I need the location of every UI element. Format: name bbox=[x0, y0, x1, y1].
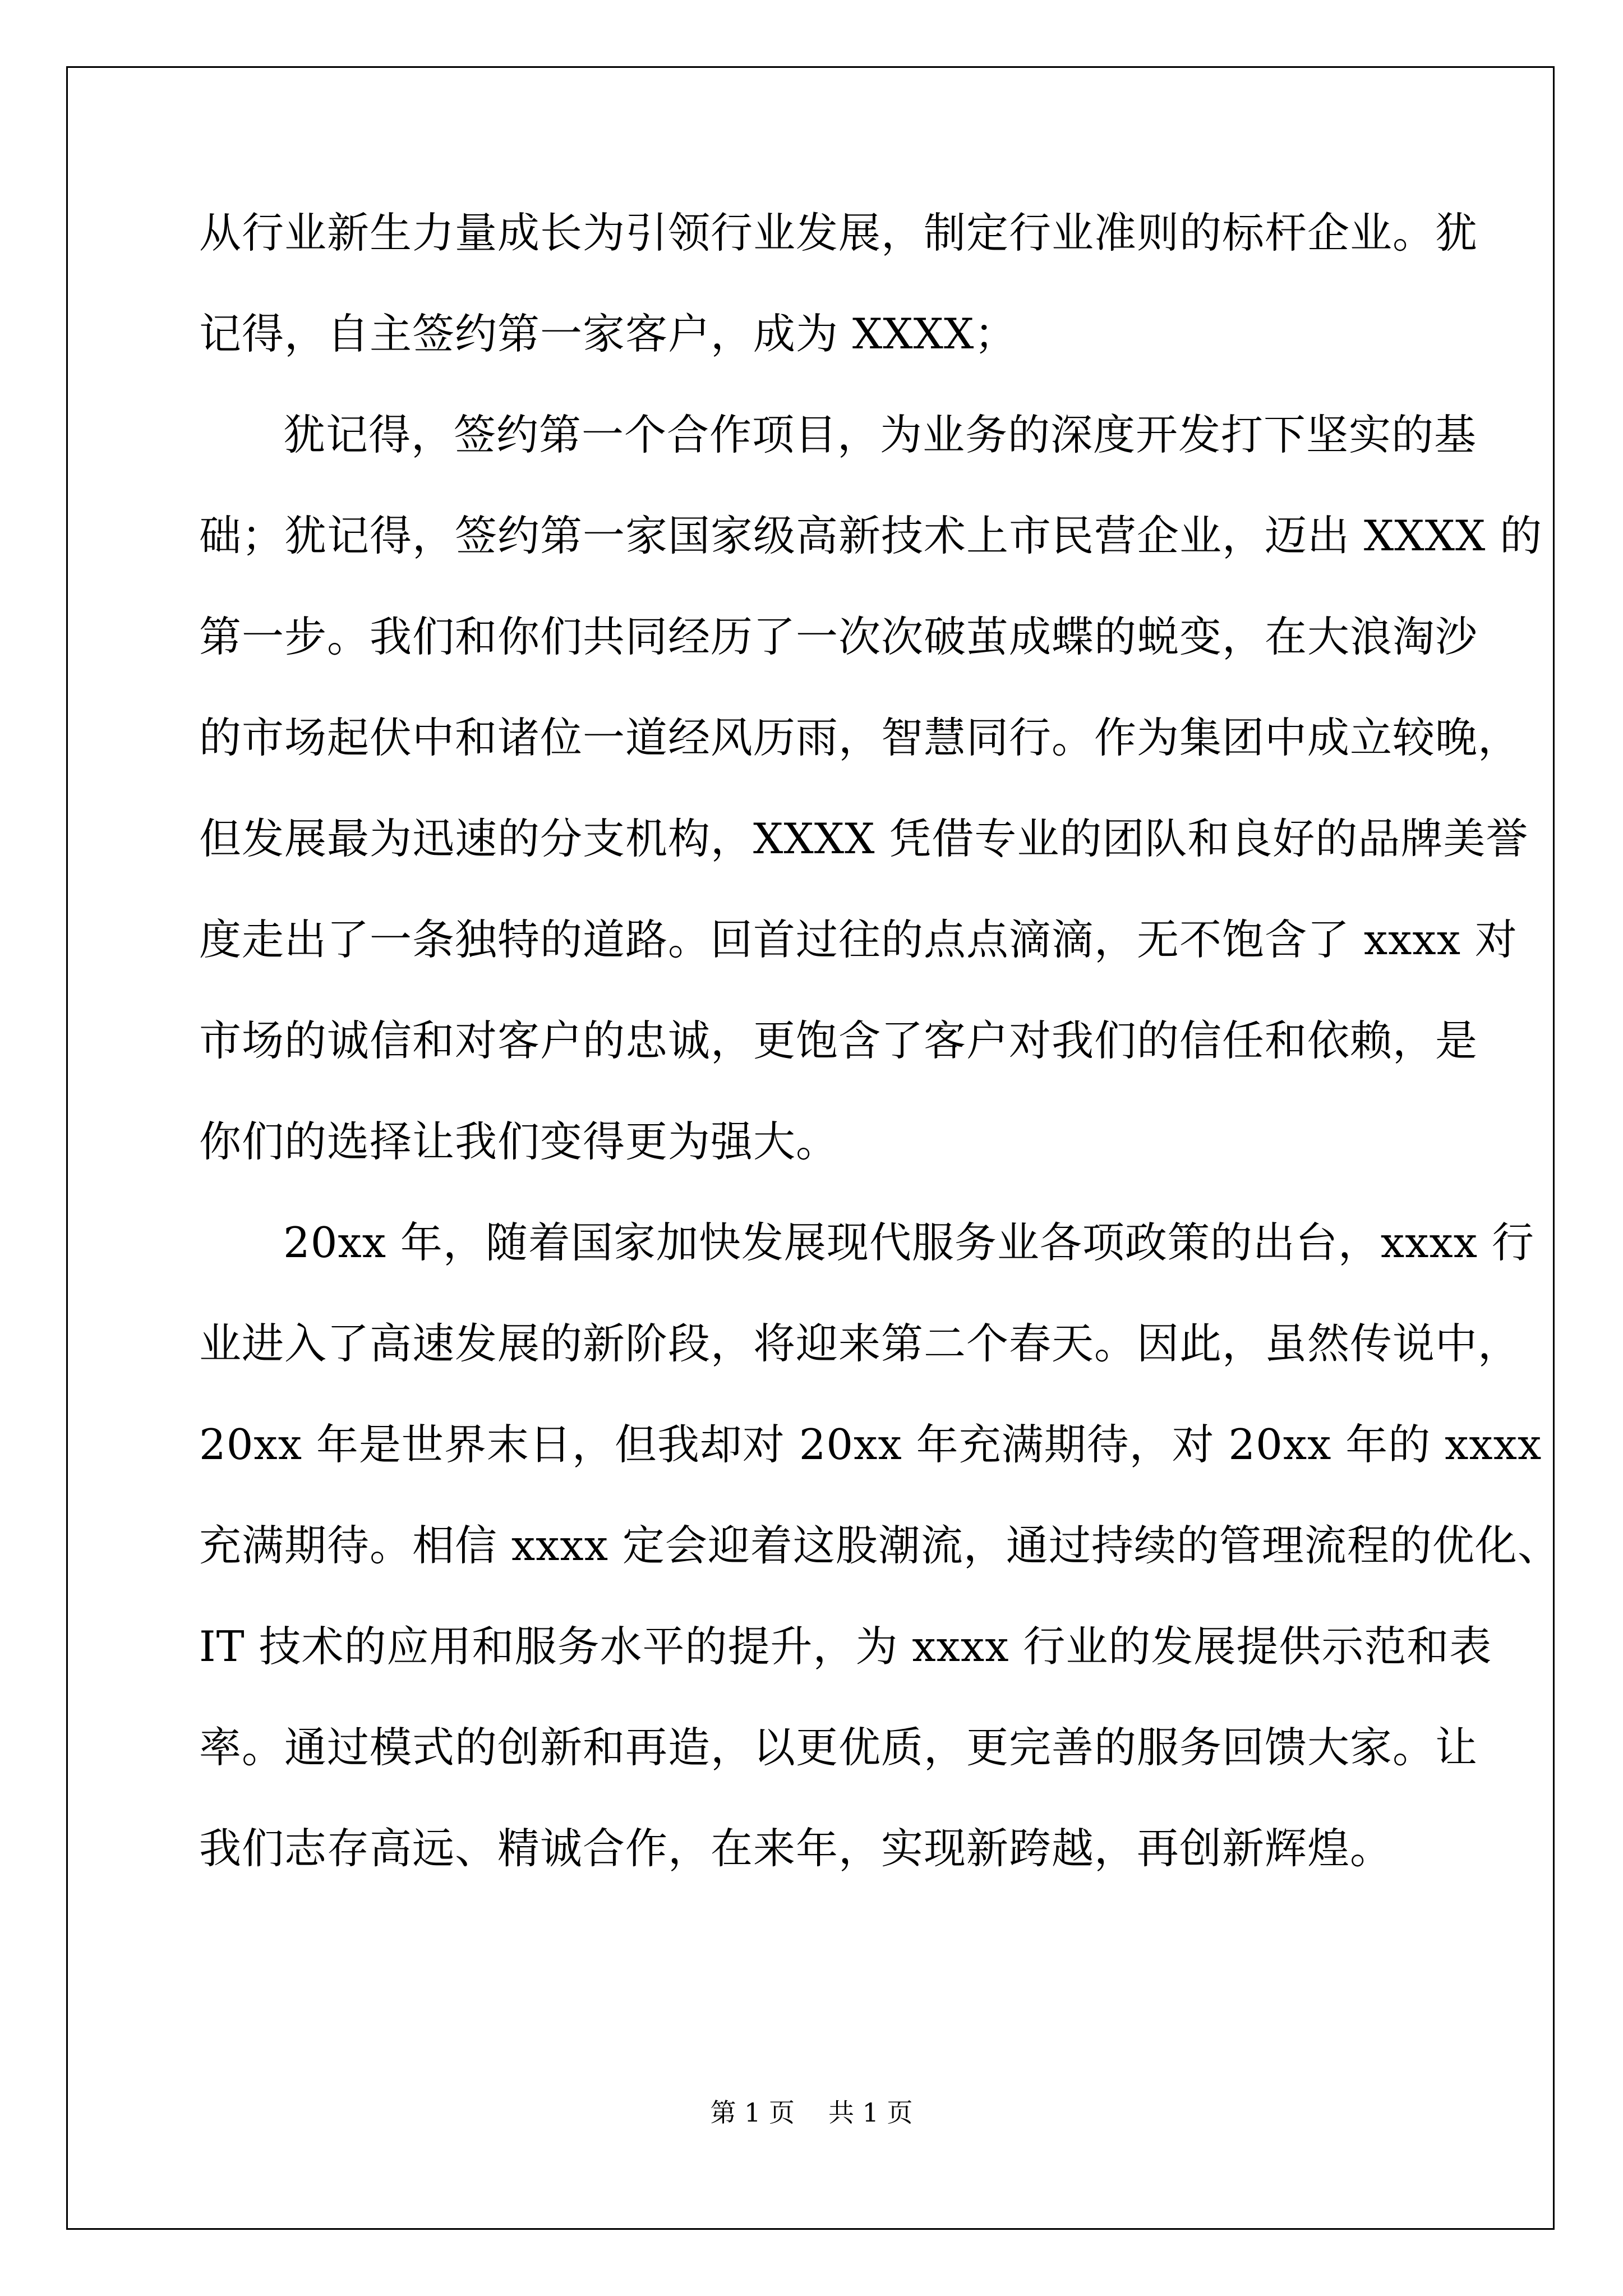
text-line-4: 础；犹记得，签约第一家国家级高新技术上市民营企业，迈出 XXXX 的 bbox=[199, 511, 1543, 560]
text-line-8: 度走出了一条独特的道路。回首过往的点点滴滴，无不饱含了 xxxx 对 bbox=[199, 915, 1518, 964]
text-line-1: 从行业新生力量成长为引领行业发展，制定行业准则的标杆企业。犹 bbox=[199, 208, 1478, 257]
text-line-2: 记得，自主签约第一家客户，成为 XXXX； bbox=[199, 309, 1017, 358]
text-line-15: IT 技术的应用和服务水平的提升，为 xxxx 行业的发展提供示范和表 bbox=[199, 1622, 1492, 1671]
text-line-13: 20xx 年是世界末日，但我却对 20xx 年充满期待，对 20xx 年的 xxxx bbox=[199, 1420, 1542, 1469]
text-line-12: 业进入了高速发展的新阶段，将迎来第二个春天。因此，虽然传说中， bbox=[199, 1319, 1521, 1368]
text-line-14: 充满期待。相信 xxxx 定会迎着这股潮流，通过持续的管理流程的优化、 bbox=[199, 1521, 1560, 1570]
text-line-16: 率。通过模式的创新和再造，以更优质，更完善的服务回馈大家。让 bbox=[199, 1723, 1478, 1772]
text-line-17: 我们志存高远、精诚合作，在来年，实现新跨越，再创新辉煌。 bbox=[199, 1824, 1393, 1873]
text-line-5: 第一步。我们和你们共同经历了一次次破茧成蝶的蜕变，在大浪淘沙 bbox=[199, 612, 1478, 661]
text-line-9: 市场的诚信和对客户的忠诚，更饱含了客户对我们的信任和依赖，是 bbox=[199, 1016, 1478, 1065]
page-footer bbox=[0, 2097, 1623, 2128]
page-number-total: 共 1 页 bbox=[828, 2097, 913, 2128]
text-line-10: 你们的选择让我们变得更为强大。 bbox=[199, 1117, 839, 1166]
text-line-11: 20xx 年，随着国家加快发展现代服务业各项政策的出台，xxxx 行 bbox=[283, 1218, 1534, 1267]
text-line-6: 的市场起伏中和诸位一道经风历雨，智慧同行。作为集团中成立较晚， bbox=[199, 713, 1521, 762]
page-number-current: 第 1 页 bbox=[710, 2097, 795, 2128]
document-body bbox=[199, 208, 1560, 1924]
text-line-7: 但发展最为迅速的分支机构，XXXX 凭借专业的团队和良好的品牌美誉 bbox=[199, 814, 1529, 863]
text-line-3: 犹记得，签约第一个合作项目，为业务的深度开发打下坚实的基 bbox=[283, 410, 1477, 459]
